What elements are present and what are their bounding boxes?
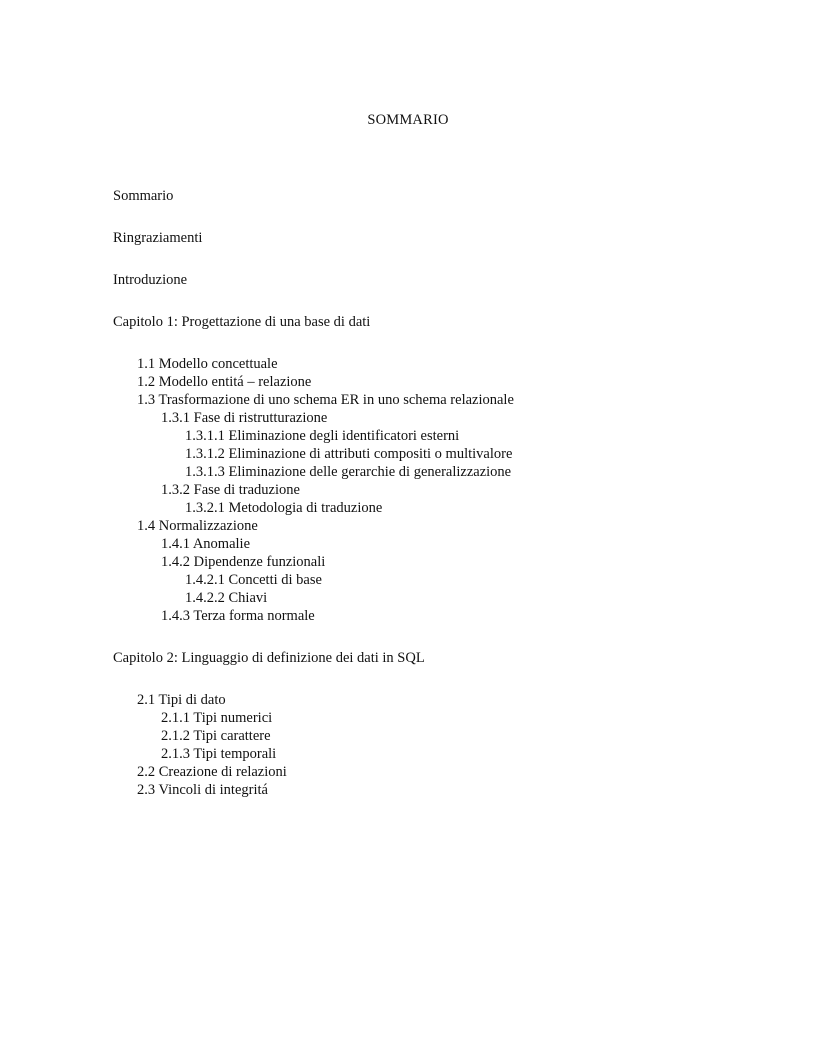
toc-entry: 1.3.1.1 Eliminazione degli identificatori esterni <box>185 428 460 444</box>
toc-entry: 1.2 Modello entitá – relazione <box>137 374 312 390</box>
toc-entry: 1.4.3 Terza forma normale <box>161 608 315 624</box>
chapter-1-title: Capitolo 1: Progettazione di una base di dati <box>113 314 371 330</box>
toc-entry-sommario: Sommario <box>113 188 174 204</box>
toc-entry: 1.4.1 Anomalie <box>161 536 251 552</box>
toc-entry: 2.3 Vincoli di integritá <box>137 782 268 798</box>
toc-entry-ringraziamenti: Ringraziamenti <box>113 230 203 246</box>
chapter-1-entries <box>113 355 514 625</box>
toc-entry: 2.1.3 Tipi temporali <box>161 746 277 762</box>
toc-entry: 1.3.2.1 Metodologia di traduzione <box>185 500 383 516</box>
toc-entry: 2.1 Tipi di dato <box>137 692 226 708</box>
toc-entry: 1.4 Normalizzazione <box>137 518 258 534</box>
toc-entry: 1.3.1.2 Eliminazione di attributi compositi o multivalore <box>185 446 513 462</box>
toc-entry: 1.4.2 Dipendenze funzionali <box>161 554 326 570</box>
toc-entry: 1.3.1 Fase di ristrutturazione <box>161 410 328 426</box>
toc-entry: 2.1.1 Tipi numerici <box>161 710 273 726</box>
toc-entry-introduzione: Introduzione <box>113 272 188 288</box>
toc-entry: 2.1.2 Tipi carattere <box>161 728 271 744</box>
chapter-2-title: Capitolo 2: Linguaggio di definizione dei dati in SQL <box>113 650 425 666</box>
toc-entry: 1.4.2.1 Concetti di base <box>185 572 322 588</box>
toc-entry: 1.3 Trasformazione di uno schema ER in uno schema relazionale <box>137 392 514 408</box>
toc-entry: 1.3.2 Fase di traduzione <box>161 482 300 498</box>
toc-entry: 2.2 Creazione di relazioni <box>137 764 287 780</box>
front-matter-list <box>113 186 202 312</box>
page-title: SOMMARIO <box>367 112 449 128</box>
chapter-2-entries <box>113 691 287 799</box>
toc-entry: 1.4.2.2 Chiavi <box>185 590 268 606</box>
toc-entry: 1.1 Modello concettuale <box>137 356 278 372</box>
toc-entry: 1.3.1.3 Eliminazione delle gerarchie di generalizzazione <box>185 464 512 480</box>
